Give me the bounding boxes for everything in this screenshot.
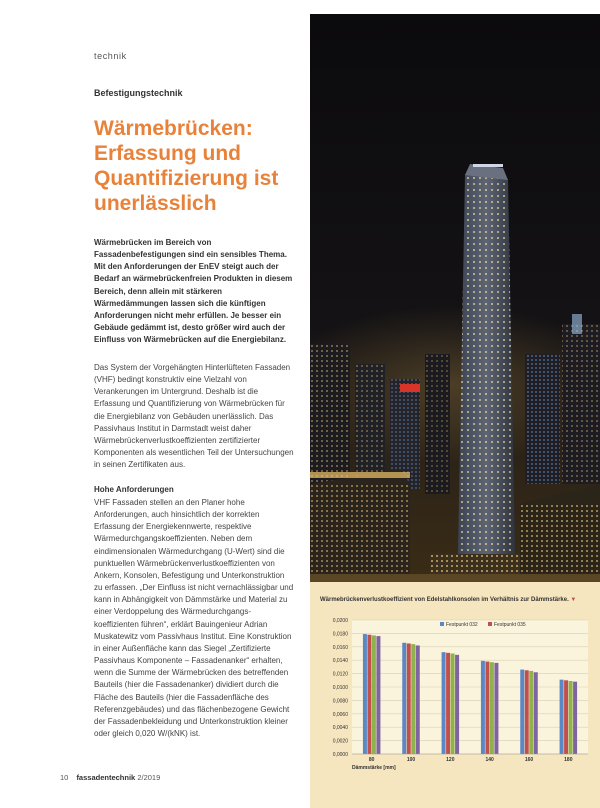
bar (402, 643, 406, 754)
section-label: technik (94, 51, 127, 61)
bar (573, 682, 577, 754)
y-tick-label: 0,0180 (332, 631, 348, 638)
article-kicker: Befestigungstechnik (94, 88, 183, 98)
y-tick-label: 0,0040 (332, 725, 348, 732)
bar (534, 672, 538, 754)
triangle-down-icon: ▼ (570, 597, 577, 603)
y-tick-label: 0,0160 (332, 644, 348, 651)
chart-title: Wärmebrückenverlustkoeffizient von Edelstahlkonsolen im Verhältnis zur Dämmstärke. ▼ (320, 597, 577, 603)
article-paragraph: VHF Fassaden stellen an den Planer hohe Anforderungen, auch hinsichtlich der korrekten Erfassung der Energiekennwerte, respektive Wärmedurchgangskoeffizienten. Neben dem eindimensionalen Wärmedurchgang (U-Wert) sind die punktuellen Wärmebrückenverlustkoeffizienten von Ankern, Konsolen, Befestigung und Unterkonstruktion zu erfassen. „Der Einfluss ist nicht vernachlässigbar und kann in Abhängigkeit von Dämmstärke und Material zu einer Verdoppelung des Wärmedurchgangs-koeffizienten führen“, erklärt Bauingenieur Adrian Muskatewitz vom Passivhaus Institut. Eine Konstruktion in einer Außenfläche kann das Siegel „Zertifizierte Passivhaus Komponente – Fassadenanker“ erhalten, wenn die Summe der Wärmebrücken des betreffenden Bauteils (hier die Fassadenanker) dividiert durch die Fläche des Bauteils (hier die Fassadenfläche des Referenzgebäudes) und das flächenbezogene Gewicht der Fassadenbekleidung und Unterkonstruktion kleiner oder gleich 0,020 W/(kNK) ist. (94, 498, 294, 738)
bar (481, 661, 485, 754)
issue-number: 2/2019 (137, 773, 161, 782)
x-tick-label: 140 (485, 757, 494, 763)
magazine-name: fassadentechnik (76, 773, 136, 782)
article-title: Wärmebrücken: Erfassung und Quantifizierung ist unerlässlich (94, 117, 279, 215)
bar (367, 635, 371, 754)
legend-label: Festpunkt 032 (446, 622, 478, 628)
x-tick-label: 80 (368, 757, 375, 763)
bar (363, 634, 367, 754)
bar (520, 670, 524, 754)
article-subheading: Hohe Anforderungen (94, 485, 174, 494)
article-lead: Wärmebrücken im Bereich von Fassadenbefestigungen sind ein sensibles Thema. Mit den Anforderungen der EnEV steigt auch der Bedarf an wärmebrückenfreien Produkten in diesem Bereich, denn allein mit stärkeren Wärmedämmungen lassen sich die künftigen Anforderungen nicht mehr erfüllen. Je besser ein Gebäude gedämmt ist, desto größer wird auch der Einfluss von Wärmebrücken auf die Energiebilanz. (94, 238, 293, 345)
bar (416, 645, 420, 754)
bar (525, 670, 529, 754)
bar (485, 662, 489, 754)
skyscraper-night-photo (310, 14, 600, 582)
bar (490, 662, 494, 754)
bar-chart (310, 610, 600, 780)
x-tick-label: 160 (524, 757, 534, 763)
bar (455, 655, 459, 754)
y-tick-label: 0,0020 (332, 738, 348, 745)
legend-swatch (488, 622, 492, 626)
bar (564, 680, 568, 754)
x-axis-label: Dämmstärke [mm] (352, 765, 396, 771)
y-tick-label: 0,0100 (332, 685, 348, 691)
y-tick-label: 0,0080 (332, 698, 348, 705)
y-tick-label: 0,0120 (332, 671, 348, 678)
bar (411, 644, 415, 754)
x-tick-label: 120 (446, 757, 455, 763)
y-tick-label: 0,0000 (332, 752, 348, 758)
page-number: 10 (60, 773, 69, 782)
bar (560, 680, 564, 754)
y-tick-label: 0,0200 (332, 618, 348, 624)
bar (442, 652, 446, 754)
bar (407, 643, 411, 754)
bar (494, 663, 498, 754)
legend-label: Festpunkt 035 (494, 622, 526, 628)
bar (446, 653, 450, 754)
bar (372, 635, 376, 754)
x-tick-label: 100 (406, 757, 416, 763)
bar (376, 636, 380, 754)
bar (529, 671, 533, 754)
legend-swatch (440, 622, 444, 626)
page-footer (60, 773, 160, 782)
y-tick-label: 0,0140 (332, 658, 348, 665)
y-tick-label: 0,0060 (332, 711, 348, 718)
bar (451, 654, 455, 755)
x-tick-label: 180 (564, 757, 573, 763)
article-paragraph: Das System der Vorgehängten Hinterlüfteten Fassaden (VHF) bedingt konstruktiv eine Vielzahl von Verankerungen im Untergrund. Deshalb ist die Erfassung und Quantifizierung von Wärmebrücken für die Energiebilanz von Gebäuden unerlässlich. Das Passivhaus Institut in Darmstadt weist daher Wärmebrückenverlustkoeffizienten zertifizierter Komponenten als wesentlichen Teil der Untersuchungen in seinen Zertifikaten aus. (94, 363, 294, 470)
bar (569, 681, 573, 754)
